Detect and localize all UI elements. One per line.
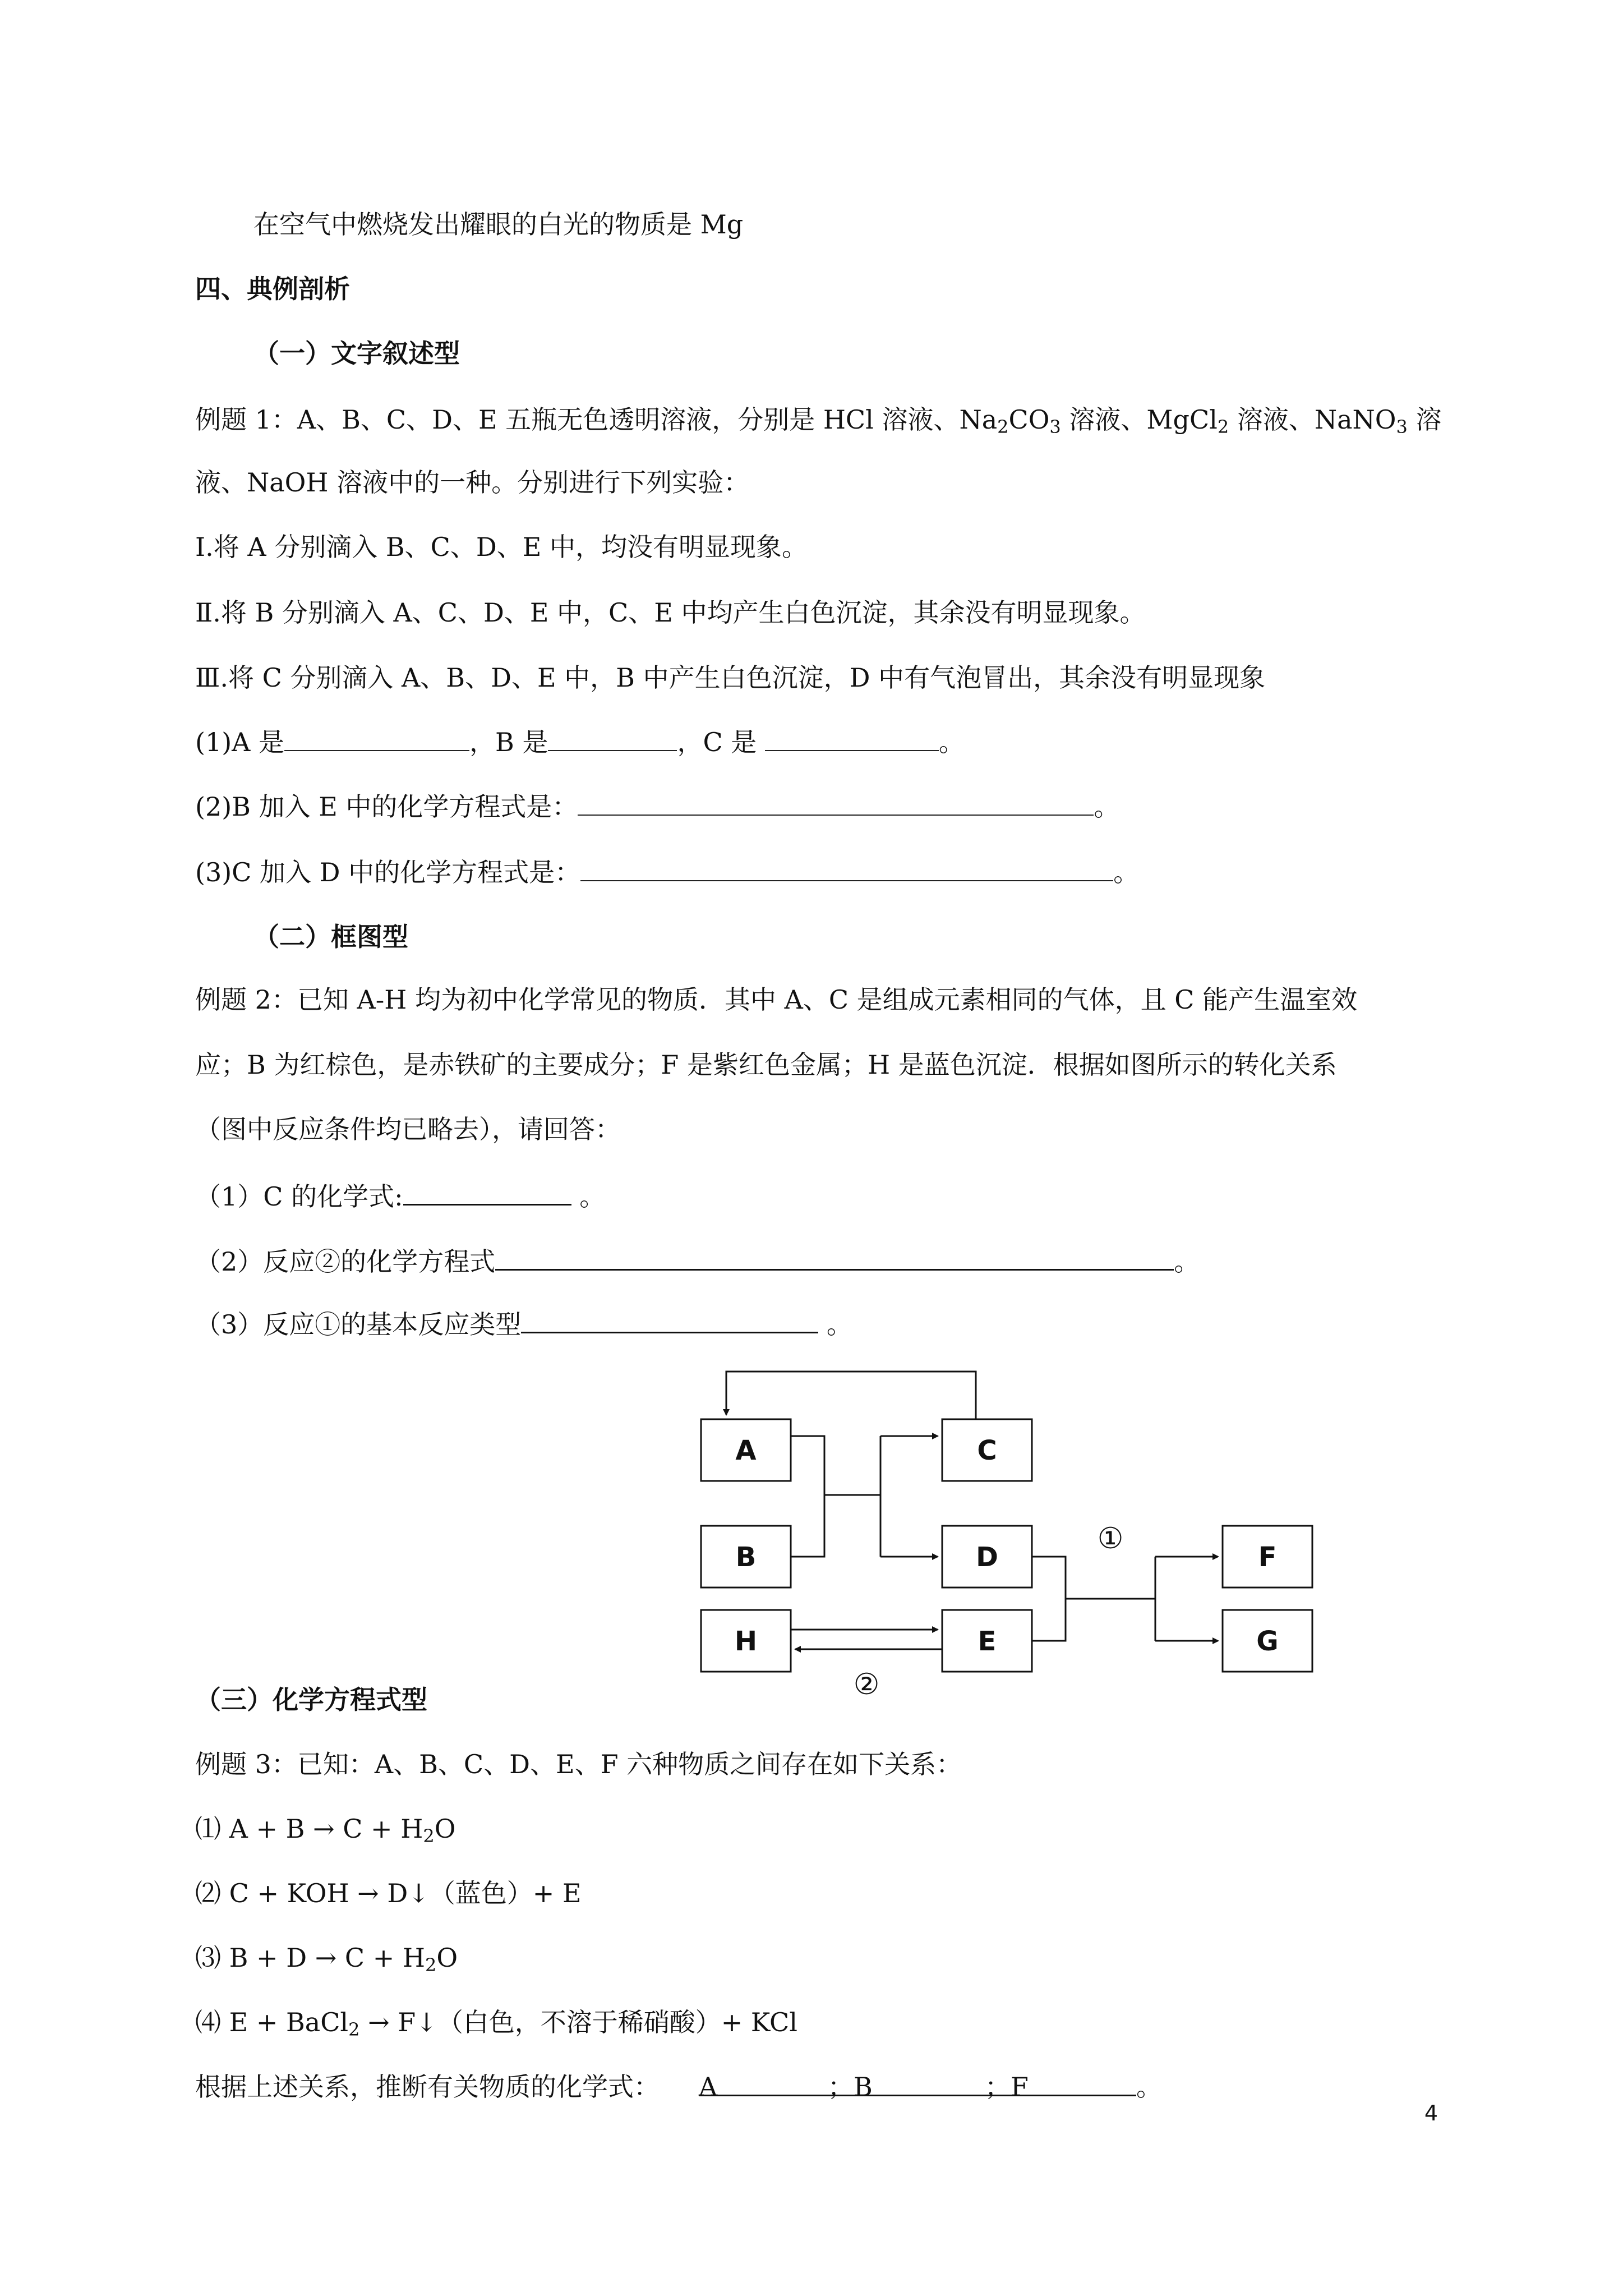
answer-blank-F[interactable]: ；F: [985, 2070, 1136, 2096]
box-label-H: H: [734, 1626, 758, 1657]
answer-blank[interactable]: [403, 1179, 571, 1205]
reaction-flow-diagram: [690, 1346, 1335, 1711]
example1-step1: Ⅰ.将 A 分别滴入 B、C、D、E 中，均没有明显现象。: [195, 532, 808, 562]
relation-2: ⑵ C + KOH → D↓（蓝色）+ E: [195, 1878, 582, 1908]
box-label-E: E: [978, 1626, 997, 1657]
page-number: 4: [1424, 2101, 1438, 2125]
reaction-1-label: ①: [1097, 1522, 1124, 1556]
box-label-B: B: [735, 1542, 757, 1573]
box-label-F: F: [1258, 1542, 1277, 1573]
relation-1: ⑴ $A + B \to C + H_2O$: [195, 1814, 456, 1847]
answer-blank[interactable]: [580, 855, 1113, 881]
box-label-C: C: [977, 1435, 997, 1466]
answer-blank-B[interactable]: ；B: [828, 2070, 985, 2096]
example1-question2: (2)B 加入 E 中的化学方程式是： 。: [195, 790, 1119, 823]
answer-blank[interactable]: [578, 790, 1094, 816]
example2-paragraph-line1: 例题 2：已知 A-H 均为初中化学常见的物质．其中 A、C 是组成元素相同的气体，且 C 能产生温室效: [195, 984, 1358, 1015]
example1-paragraph-line2: 液、NaOH 溶液中的一种。分别进行下列实验：: [195, 467, 750, 498]
example3-paragraph: 例题 3：已知：A、B、C、D、E、F 六种物质之间存在如下关系：: [195, 1749, 962, 1779]
example1-step2: Ⅱ.将 B 分别滴入 A、C、D、E 中，C、E 中均产生白色沉淀，其余没有明显现象。: [195, 597, 1146, 628]
answer-blank[interactable]: [284, 725, 469, 751]
example1-paragraph-line1: 例题 1：A、B、C、D、E 五瓶无色透明溶液，分别是 HCl 溶液、$Na_2CO_3$ 溶液、MgCl$_2$ 溶液、NaNO$_3$ 溶: [195, 404, 1442, 438]
box-label-G: G: [1256, 1626, 1279, 1657]
intro-line: 在空气中燃烧发出耀眼的白光的物质是 Mg: [253, 209, 744, 240]
example2-paragraph-line2: 应；B 为红棕色，是赤铁矿的主要成分；F 是紫红色金属；H 是蓝色沉淀．根据如图所示的转化关系: [195, 1050, 1337, 1080]
example2-question2: （2）反应②的化学方程式 。: [195, 1244, 1200, 1278]
example2-question1: （1）C 的化学式: 。: [195, 1179, 605, 1213]
example2-question3: （3）反应①的基本反应类型 。: [195, 1307, 852, 1341]
example1-step3: Ⅲ.将 C 分别滴入 A、B、D、E 中，B 中产生白色沉淀，D 中有气泡冒出，其余没有明显现象: [195, 662, 1266, 693]
answer-blank[interactable]: [495, 1244, 1174, 1271]
part3-title: （三）化学方程式型: [195, 1685, 427, 1715]
box-label-D: D: [976, 1542, 998, 1573]
section-title: 四、典例剖析: [195, 274, 350, 304]
part1-title: （一）文字叙述型: [253, 338, 460, 369]
part2-title: （二）框图型: [253, 922, 408, 952]
box-label-A: A: [735, 1435, 757, 1466]
example1-question1: (1)A 是 ，B 是 ，C 是 。: [195, 725, 965, 759]
relation-4: ⑷ E + BaCl$_2$ → F↓（白色，不溶于稀硝酸）+ KCl: [195, 2007, 797, 2040]
relation-3: ⑶ $B + D \to C + H_2O$: [195, 1943, 458, 1976]
example3-question: 根据上述关系，推断有关物质的化学式： A ；B ；F 。: [195, 2070, 1162, 2104]
answer-blank[interactable]: [521, 1307, 818, 1333]
answer-blank-A[interactable]: A: [699, 2070, 828, 2096]
answer-blank[interactable]: [548, 725, 677, 751]
example1-question3: (3)C 加入 D 中的化学方程式是： 。: [195, 855, 1139, 889]
example2-paragraph-line3: （图中反应条件均已略去），请回答：: [195, 1114, 621, 1144]
answer-blank[interactable]: [765, 725, 939, 751]
reaction-2-label: ②: [853, 1668, 880, 1701]
